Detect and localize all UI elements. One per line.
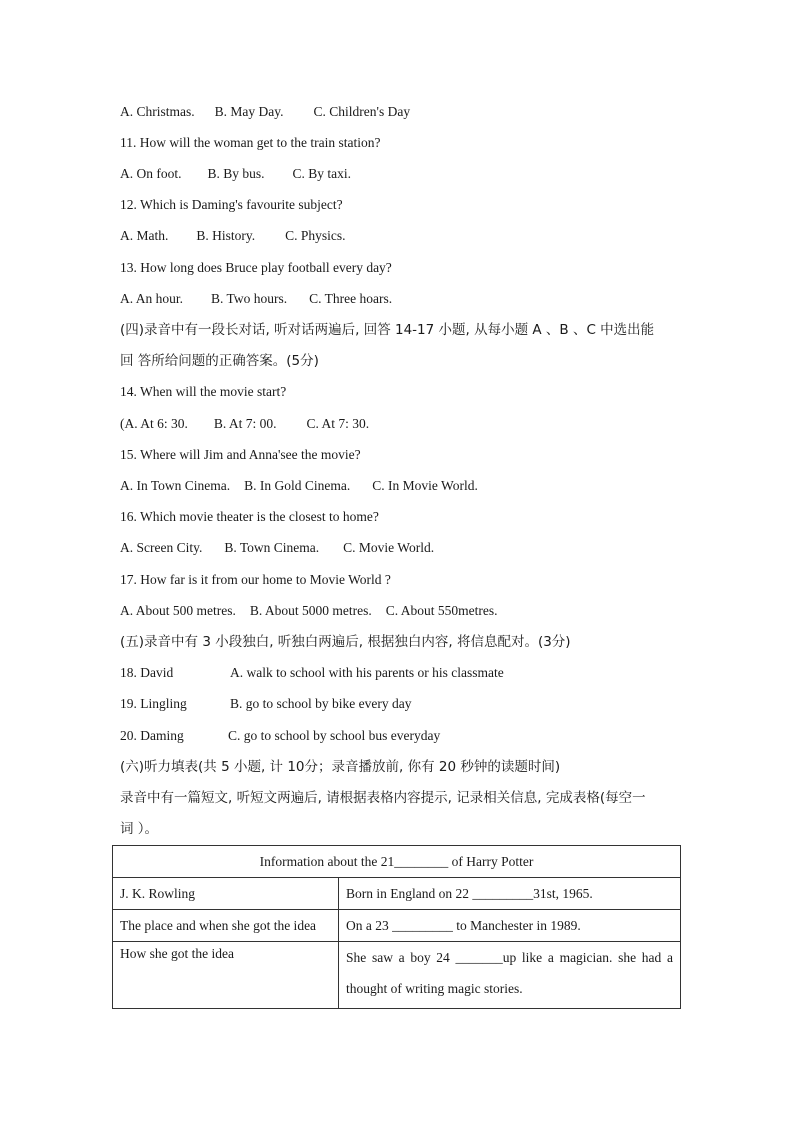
q11-option-a: A. On foot. <box>120 166 182 181</box>
q10-option-c: C. Children's Day <box>313 104 411 119</box>
q12-question: 12. Which is Daming's favourite subject? <box>120 197 343 212</box>
table-row-value: Born in England on 22 _________31st, 1965. <box>339 878 681 910</box>
table-row-label: J. K. Rowling <box>113 878 339 910</box>
q14-option-a: (A. At 6: 30. <box>120 416 188 431</box>
section4-instructions-line1: (四)录音中有一段长对话, 听对话两遍后, 回答 14-17 小题, 从每小题 A 、B 、C 中选出能 <box>120 322 655 338</box>
table-row-value: On a 23 _________ to Manchester in 1989. <box>339 910 681 942</box>
q16-options <box>120 540 434 556</box>
q11-option-b: B. By bus. <box>207 166 265 181</box>
q14-option-c: C. At 7: 30. <box>306 416 370 431</box>
pair-20-name: 20. Daming <box>120 728 184 743</box>
table-row-value: She saw a boy 24 _______up like a magician. she had a thought of writing magic stories. <box>339 942 681 1009</box>
pair-18-match: A. walk to school with his parents or his classmate <box>230 665 504 680</box>
q16-option-c: C. Movie World. <box>343 540 435 555</box>
table-row <box>113 878 681 910</box>
q14-question: 14. When will the movie start? <box>120 384 287 399</box>
section5-pair-19 <box>120 696 411 712</box>
q15-option-c: C. In Movie World. <box>372 478 478 493</box>
q13-option-c: C. Three hoars. <box>309 291 393 306</box>
q17-question: 17. How far is it from our home to Movie World ? <box>120 572 391 587</box>
info-table-header: Information about the 21________ of Harry Potter <box>113 846 681 878</box>
q12-options <box>120 228 346 244</box>
q10-option-b: B. May Day. <box>214 104 284 119</box>
pair-19-match: B. go to school by bike every day <box>230 696 412 711</box>
section6-intro-line1: 录音中有一篇短文, 听短文两遍后, 请根据表格内容提示, 记录相关信息, 完成表格(每空一 <box>120 790 646 806</box>
section5-pair-18 <box>120 665 504 681</box>
q15-question: 15. Where will Jim and Anna'see the movie? <box>120 447 361 462</box>
q17-option-a: A. About 500 metres. <box>120 603 236 618</box>
pair-18-name: 18. David <box>120 665 174 680</box>
q15-options <box>120 478 478 494</box>
info-table <box>112 845 681 1009</box>
q14-option-b: B. At 7: 00. <box>213 416 277 431</box>
table-row <box>113 942 681 1009</box>
q13-options <box>120 291 392 307</box>
section6-intro-line2: 词 ）。 <box>120 821 159 837</box>
pair-19-name: 19. Lingling <box>120 696 187 711</box>
q13-question: 13. How long does Bruce play football every day? <box>120 260 392 275</box>
q10-option-a: A. Christmas. <box>120 104 195 119</box>
q12-option-a: A. Math. <box>120 228 169 243</box>
pair-20-match: C. go to school by school bus everyday <box>228 728 441 743</box>
q14-options <box>120 416 369 432</box>
table-row-label: How she got the idea <box>113 942 339 1009</box>
q17-option-c: C. About 550metres. <box>385 603 498 618</box>
q12-option-b: B. History. <box>196 228 256 243</box>
q17-option-b: B. About 5000 metres. <box>249 603 372 618</box>
q11-option-c: C. By taxi. <box>292 166 352 181</box>
q17-options <box>120 603 498 619</box>
q11-options <box>120 166 351 182</box>
q11-question: 11. How will the woman get to the train station? <box>120 135 381 150</box>
q12-option-c: C. Physics. <box>285 228 346 243</box>
q16-option-b: B. Town Cinema. <box>224 540 320 555</box>
q13-option-a: A. An hour. <box>120 291 184 306</box>
q15-option-b: B. In Gold Cinema. <box>244 478 351 493</box>
q16-option-a: A. Screen City. <box>120 540 203 555</box>
section4-instructions-line2: 回 答所给问题的正确答案。(5分) <box>120 353 319 369</box>
info-table-header-row <box>113 846 681 878</box>
table-row <box>113 910 681 942</box>
section5-pair-20 <box>120 728 440 744</box>
section6-heading: (六)听力填表(共 5 小题, 计 10分；录音播放前, 你有 20 秒钟的读题时间) <box>120 759 561 775</box>
q13-option-b: B. Two hours. <box>211 291 288 306</box>
q16-question: 16. Which movie theater is the closest to home? <box>120 509 379 524</box>
table-row-label: The place and when she got the idea <box>113 910 339 942</box>
q10-options <box>120 104 410 120</box>
q15-option-a: A. In Town Cinema. <box>120 478 231 493</box>
section5-heading: (五)录音中有 3 小段独白, 听独白两遍后, 根据独白内容, 将信息配对。(3分) <box>120 634 571 650</box>
